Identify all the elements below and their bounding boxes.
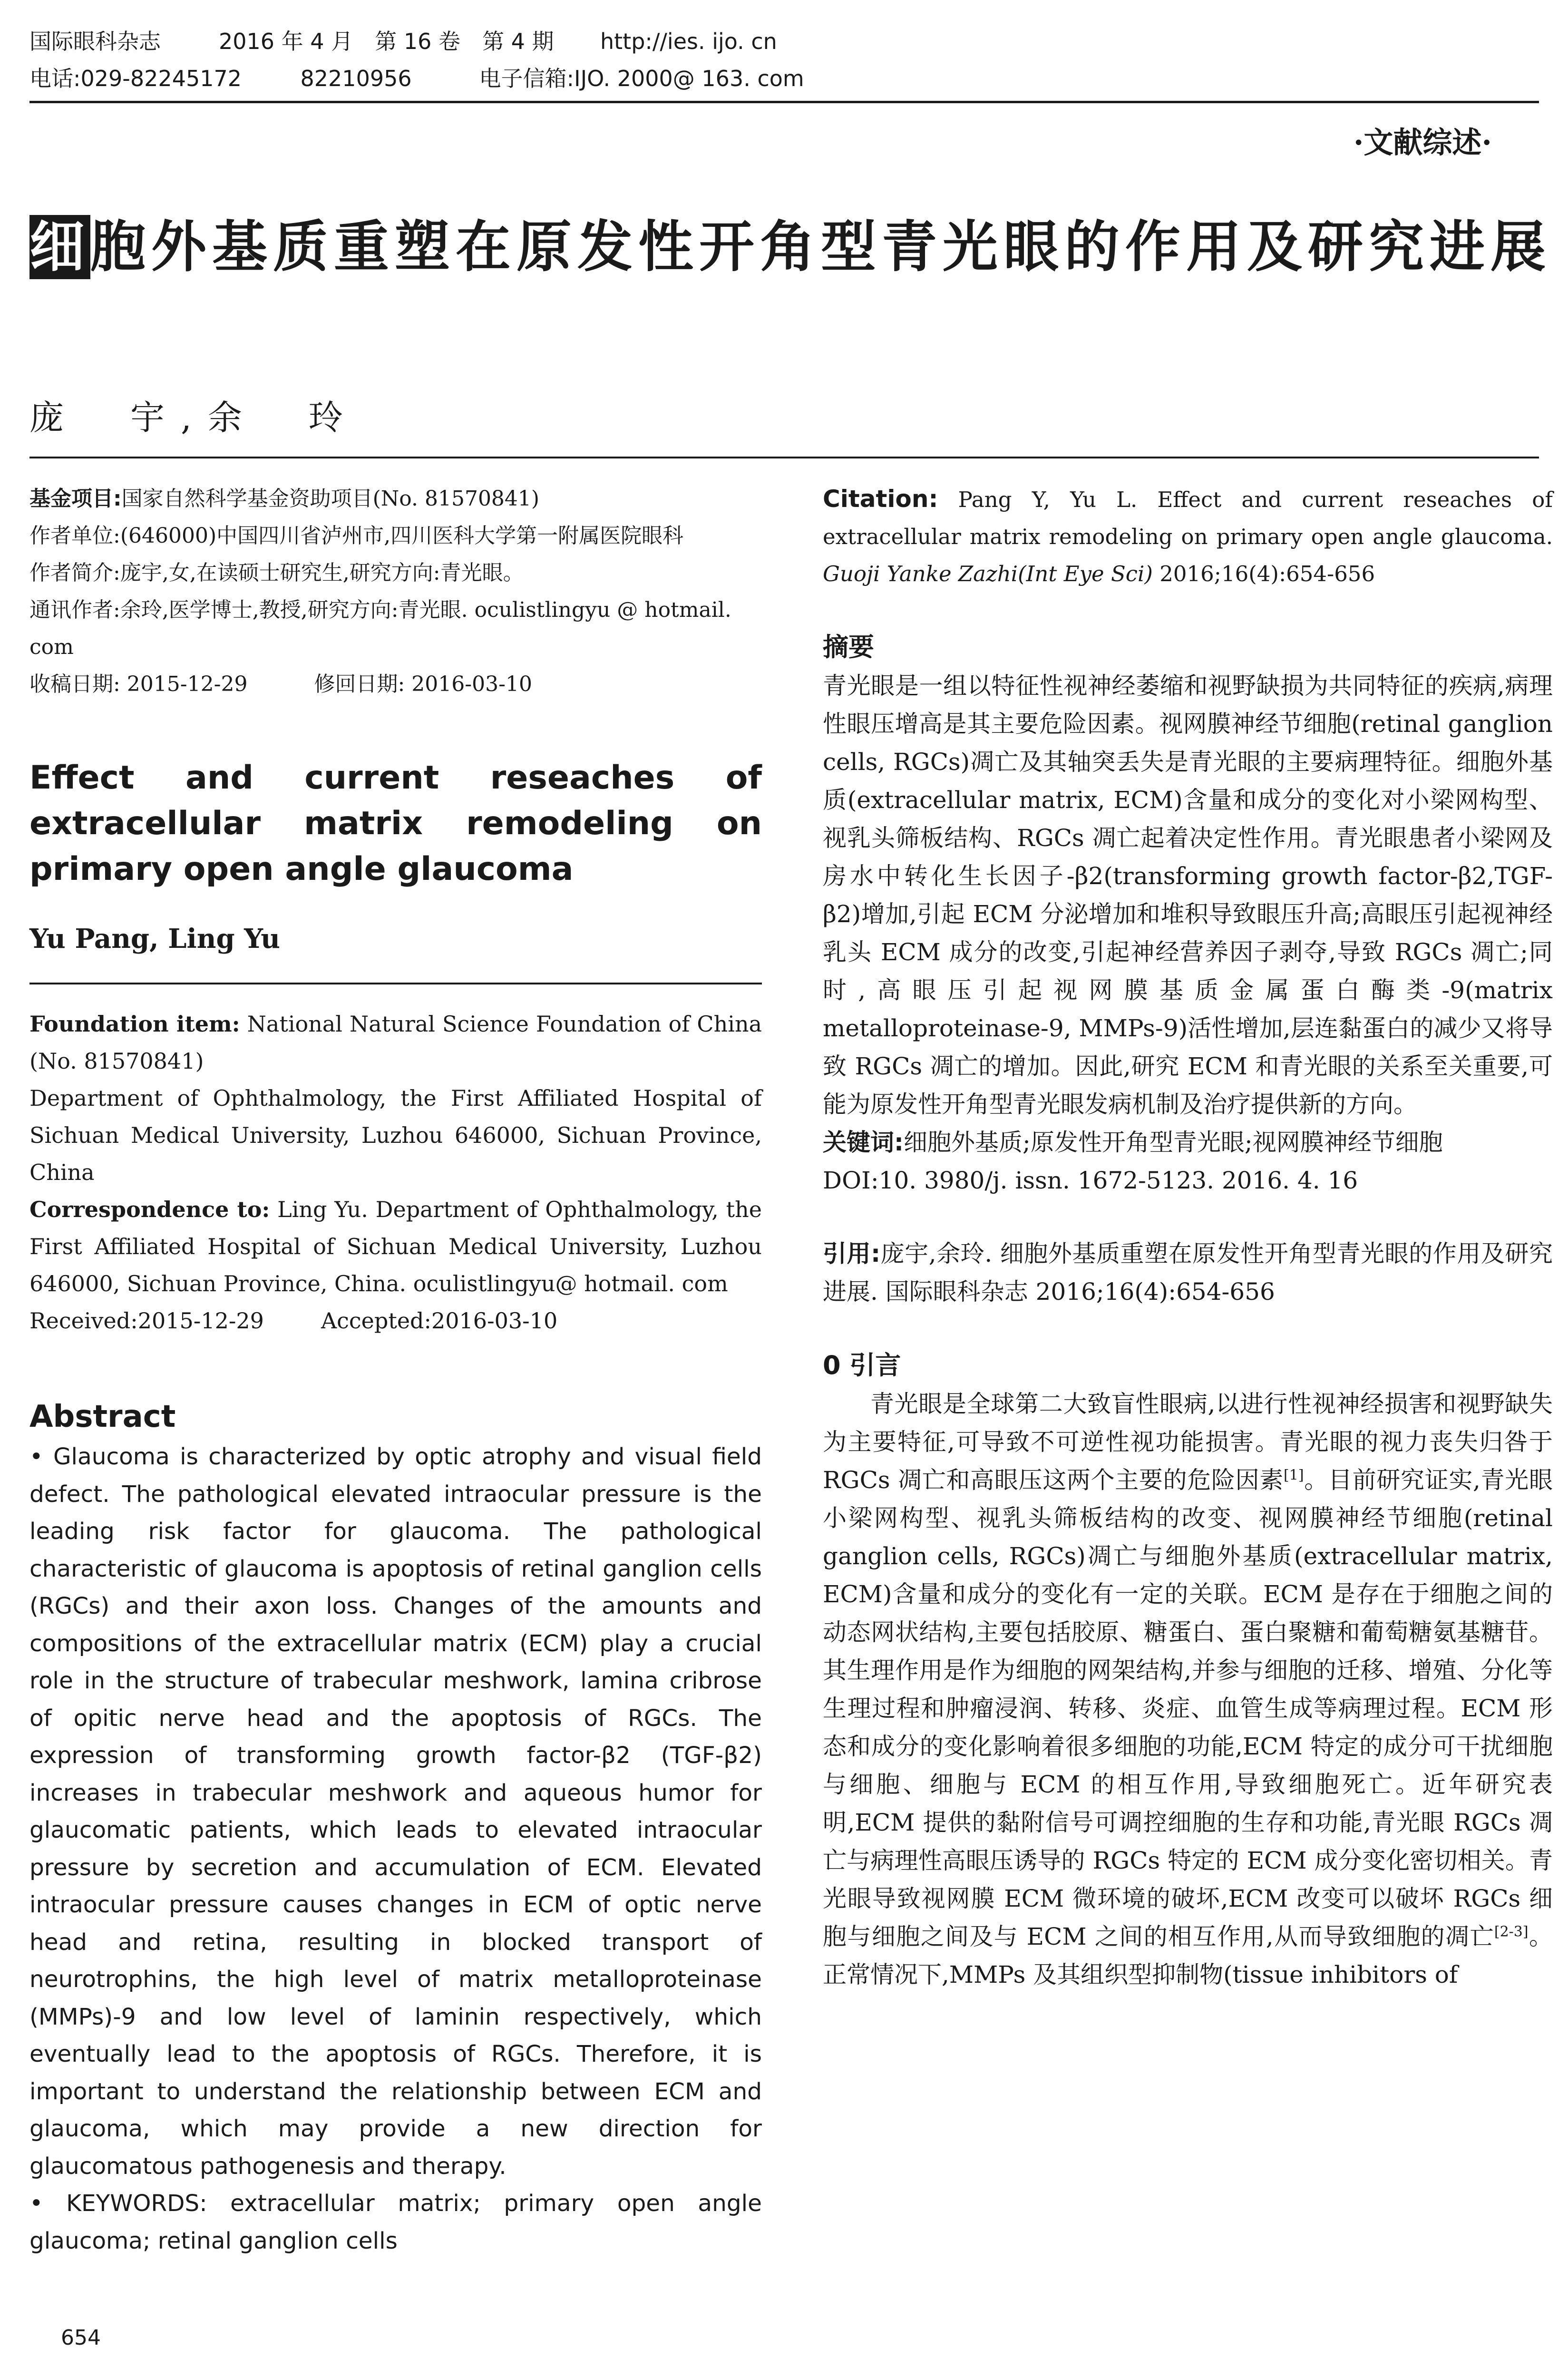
contact-email[interactable]: 电子信箱:IJO. 2000@ 163. com	[479, 66, 804, 91]
keywords-cn	[823, 1123, 1553, 1161]
en-authors-divider	[29, 983, 762, 984]
abstract-cn	[823, 667, 1553, 1199]
fund-text: 国家自然科学基金资助项目(No. 81570841)	[121, 487, 540, 511]
dates-en	[29, 1302, 762, 1339]
author-intro: 作者简介:庞宇,女,在读硕士研究生,研究方向:青光眼。	[29, 561, 524, 585]
reference-2-3[interactable]: [2-3]	[1494, 1923, 1529, 1940]
article-meta-cn	[29, 480, 762, 703]
fund-label: 基金项目:	[29, 487, 122, 511]
reference-1[interactable]: [1]	[1284, 1467, 1304, 1484]
department-line: Department of Ophthalmology, the First Affiliated Hospital of Sichuan Medical University, Luzhou 646000, Sichuan Province, China	[29, 1085, 762, 1185]
intro-paragraph	[823, 1385, 1553, 1994]
citation-label-cn: 引用:	[823, 1240, 881, 1267]
foundation-line	[29, 1005, 762, 1080]
citation-tail: 2016;16(4):654-656	[1152, 561, 1375, 586]
phone-number: 029-82245172	[80, 66, 242, 91]
citation-label: Citation:	[823, 485, 938, 513]
corresponding-author: 通讯作者:余玲,医学博士,教授,研究方向:青光眼. oculistlingyu @ hotmail. com	[29, 598, 731, 659]
foundation-text: National Natural Science Foundation of China (No. 81570841)	[29, 1011, 762, 1074]
abstract-heading-en: Abstract	[29, 1399, 176, 1434]
header-row-2	[29, 60, 1539, 97]
fund-line	[29, 480, 762, 517]
authors-cn: 庞 宇,余 玲	[29, 398, 359, 438]
citation-journal: Guoji Yanke Zazhi(Int Eye Sci)	[823, 561, 1153, 586]
header-divider	[29, 101, 1539, 103]
page-number: 654	[61, 2326, 101, 2350]
author-unit: 作者单位:(646000)中国四川省泸州市,四川医科大学第一附属医院眼科	[29, 524, 684, 548]
keywords-label-cn: 关键词:	[823, 1129, 904, 1156]
left-column	[29, 480, 762, 2260]
dates-cn	[29, 666, 762, 703]
abstract-text-en: • Glaucoma is characterized by optic atrophy and visual field defect. The pathological elevated intraocular pressure is the leading risk factor for glaucoma. The pathological characteristic of glaucoma is apoptosis of retinal ganglion cells (RGCs) and their axon loss. Changes of the amounts and compositions of the extracellular matrix (ECM) play a crucial role in the structure of trabecular meshwork, lamina cribrose of opitic nerve head and the apoptosis of RGCs. The expression of transforming growth factor-β2 (TGF-β2) increases in trabecular meshwork and aqueous humor for glaucomatic patients, which leads to elevated intraocular pressure by secretion and accumulation of ECM. Elevated intraocular pressure causes changes in ECM of optic nerve head and retina, resulting in blocked transport of neurotrophins, the high level of matrix metalloproteinase (MMPs)-9 and low level of laminin respectively, which eventually lead to the apoptosis of RGCs. Therefore, it is important to understand the relationship between ECM and glaucoma, which may provide a new direction for glaucomatous pathogenesis and therapy.	[29, 1443, 762, 2180]
abstract-en	[29, 1438, 762, 2260]
phone-number-2: 82210956	[300, 66, 412, 91]
correspondence-text: Ling Yu. Department of Ophthalmology, the First Affiliated Hospital of Sichuan Medical University, Luzhou 646000, Sichuan Province, China. oculistlingyu@ hotmail. com	[29, 1197, 762, 1296]
journal-url[interactable]: http://ies. ijo. cn	[600, 29, 777, 54]
received-date-cn: 收稿日期: 2015-12-29	[29, 672, 248, 696]
abstract-heading-cn: 摘要	[823, 632, 874, 662]
received-date-en: Received:2015-12-29	[29, 1308, 264, 1334]
abstract-text-cn: 青光眼是一组以特征性视神经萎缩和视野缺损为共同特征的疾病,病理性眼压增高是其主要危险因素。视网膜神经节细胞(retinal ganglion cells, RGCs)凋亡及其轴突丢失是青光眼的主要病理特征。细胞外基质(extracellular matrix, ECM)含量和成分的变化对小梁网构型、视乳头筛板结构、RGCs 凋亡起着决定性作用。青光眼患者小梁网及房水中转化生长因子-β2(transforming growth factor-β2,TGF-β2)增加,引起 ECM 分泌增加和堆积导致眼压升高;高眼压引起视神经乳头 ECM 成分的改变,引起神经营养因子剥夺,导致 RGCs 凋亡;同时,高眼压引起视网膜基质金属蛋白酶类-9(matrix metalloproteinase-9, MMPs-9)活性增加,层连黏蛋白的减少又将导致 RGCs 凋亡的增加。因此,研究 ECM 和青光眼的关系至关重要,可能为原发性开角型青光眼发病机制及治疗提供新的方向。	[823, 672, 1553, 1118]
intro-body	[823, 1385, 1553, 1994]
intro-text-2: 。目前研究证实,青光眼小梁网构型、视乳头筛板结构的改变、视网膜神经节细胞(retinal ganglion cells, RGCs)凋亡与细胞外基质(extracellular matrix, ECM)含量和成分的变化有一定的关联。ECM 是存在于细胞之间的动态网状结构,主要包括胶原、糖蛋白、蛋白聚糖和葡萄糖氨基糖苷。其生理作用是作为细胞的网架结构,并参与细胞的迁移、增殖、分化等生理过程和肿瘤浸润、转移、炎症、血管生成等病理过程。ECM 形态和成分的变化影响着很多细胞的功能,ECM 特定的成分可干扰细胞与细胞、细胞与 ECM 的相互作用,导致细胞死亡。近年研究表明,ECM 提供的黏附信号可调控细胞的生存和功能,青光眼 RGCs 凋亡与病理性高眼压诱导的 RGCs 特定的 ECM 成分变化密切相关。青光眼导致视网膜 ECM 微环境的破坏,ECM 改变可以破坏 RGCs 细胞与细胞之间及与 ECM 之间的相互作用,从而导致细胞的凋亡	[823, 1466, 1553, 1950]
citation-text: Pang Y, Yu L. Effect and current reseaches of extracellular matrix remodeling on primary open angle glaucoma.	[823, 487, 1553, 549]
citation-cn-line	[823, 1235, 1553, 1311]
revised-date-cn: 修回日期: 2016-03-10	[314, 672, 532, 696]
journal-name: 国际眼科杂志	[29, 29, 161, 54]
foundation-label: Foundation item:	[29, 1011, 240, 1037]
citation-text-cn: 庞宇,余玲. 细胞外基质重塑在原发性开角型青光眼的作用及研究进展. 国际眼科杂志 2016;16(4):654-656	[823, 1240, 1553, 1305]
accepted-date-en: Accepted:2016-03-10	[321, 1308, 558, 1334]
keywords-en: • KEYWORDS: extracellular matrix; primary open angle glaucoma; retinal ganglion cells	[29, 2190, 762, 2254]
header-row-1	[29, 23, 1539, 60]
intro-text-1: 青光眼是全球第二大致盲性眼病,以进行性视神经损害和视野缺失为主要特征,可导致不可逆性视功能损害。青光眼的视力丧失归咎于 RGCs 凋亡和高眼压这两个主要的危险因素	[823, 1390, 1553, 1494]
right-column	[823, 480, 1553, 1994]
article-meta-en	[29, 1005, 762, 1339]
article-title-cn	[29, 200, 1551, 295]
section-tag: ·文献综述·	[1353, 125, 1492, 160]
phone-label: 电话:	[29, 66, 81, 91]
running-header	[29, 23, 1539, 97]
intro-text-3: 。正常情况下,MMPs 及其组织型抑制物(tissue inhibitors of	[823, 1923, 1553, 1988]
intro-heading: 0 引言	[823, 1350, 901, 1380]
title-divider	[29, 457, 1539, 458]
title-first-char: 细	[29, 215, 90, 279]
citation-cn	[823, 1235, 1553, 1311]
title-rest: 胞外基质重塑在原发性开角型青光眼的作用及研究进展	[90, 215, 1551, 279]
keywords-text-cn: 细胞外基质;原发性开角型青光眼;视网膜神经节细胞	[904, 1129, 1443, 1156]
doi[interactable]: DOI:10. 3980/j. issn. 1672-5123. 2016. 4. 16	[823, 1167, 1358, 1194]
correspondence-label: Correspondence to:	[29, 1197, 270, 1222]
correspondence-line	[29, 1191, 762, 1302]
citation-en	[823, 480, 1553, 593]
authors-en: Yu Pang, Ling Yu	[29, 923, 280, 955]
article-title-en: Effect and current reseaches of extracellular matrix remodeling on primary open angle glaucoma	[29, 759, 762, 888]
issue-info: 2016 年 4 月 第 16 卷 第 4 期	[219, 29, 554, 54]
